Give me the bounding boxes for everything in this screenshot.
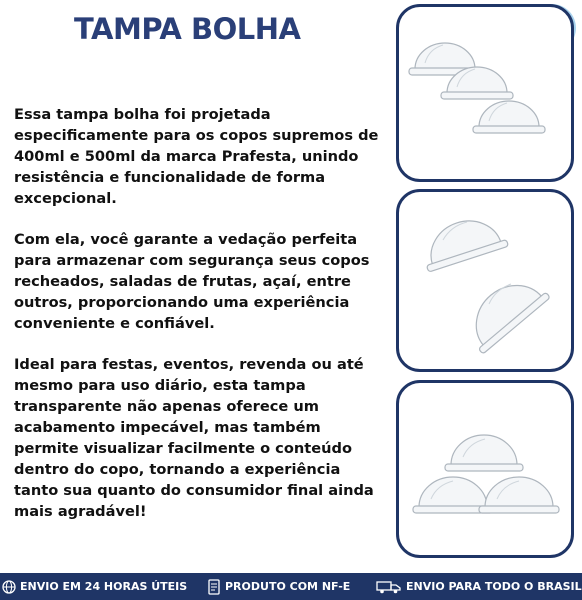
footer-item-invoice <box>207 573 350 600</box>
paragraph-benefits: Com ela, você garante a vedação perfeita para armazenar com segurança seus copos recheados, saladas de frutas, açaí, entre outros, proporcionando uma experiência conveniente e confiável. <box>14 231 370 332</box>
invoice-icon <box>207 579 221 595</box>
footer-item-label: ENVIO EM 24 HORAS ÚTEIS <box>20 580 188 593</box>
footer-item-shipping-time <box>2 573 187 600</box>
dome-lids-stack-image <box>399 7 571 179</box>
footer-bar <box>0 573 582 600</box>
description <box>14 104 384 522</box>
paragraph-intro: Essa tampa bolha foi projetada especificamente para os copos supremos de 400ml e 500ml da marca Prafesta, unindo resistência e funcionalidade de forma excepcional. <box>14 106 379 207</box>
footer-item-label: ENVIO PARA TODO O BRASIL <box>406 580 582 593</box>
dome-lids-tilted-image <box>399 192 571 369</box>
dome-lids-pyramid-image <box>399 383 571 555</box>
globe-icon <box>2 580 16 594</box>
product-image-frame-3 <box>396 380 574 558</box>
footer-item-nationwide-shipping <box>376 573 582 600</box>
paragraph-uses: Ideal para festas, eventos, revenda ou até mesmo para uso diário, esta tampa transparente não apenas oferece um acabamento impecável, mas também permite visualizar facilmente o conteúdo dentro do copo, tornando a experiência tanto sua quanto do consumidor final ainda mais agradável! <box>14 356 374 520</box>
truck-icon <box>376 580 402 594</box>
page-title: TAMPA BOLHA <box>74 12 301 46</box>
footer-item-label: PRODUTO COM NF-E <box>225 580 351 593</box>
product-image-frame-2 <box>396 189 574 372</box>
product-image-frame-1 <box>396 4 574 182</box>
